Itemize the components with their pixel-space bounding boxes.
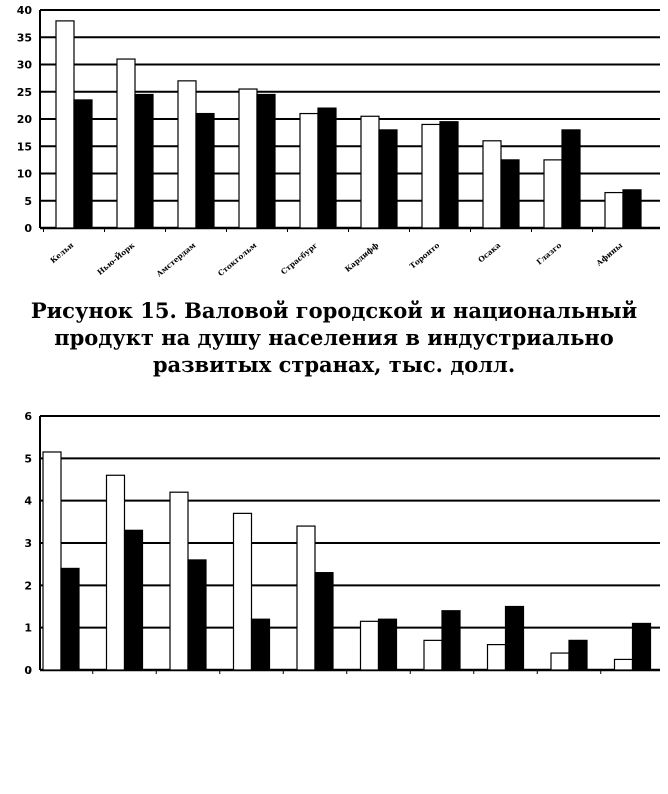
- bar-white: [605, 193, 623, 228]
- caption-line-3: развитых странах, тыс. долл.: [152, 352, 516, 377]
- y-tick-label: 0: [24, 222, 32, 235]
- x-category-label: Осака: [476, 240, 503, 265]
- bar-white: [170, 492, 188, 670]
- bar-white: [107, 475, 125, 670]
- x-category-label: Амстердам: [154, 240, 198, 279]
- x-category-label: Торонто: [407, 240, 442, 271]
- bar-black: [257, 94, 275, 228]
- bar-black: [379, 619, 397, 670]
- y-tick-label: 6: [24, 410, 32, 423]
- bar-white: [361, 116, 379, 228]
- x-category-label: Страсбург: [279, 240, 320, 277]
- bar-white: [424, 640, 442, 670]
- y-tick-label: 20: [16, 113, 32, 126]
- bar-white: [422, 124, 440, 228]
- bar-black: [623, 190, 641, 228]
- bar-black: [125, 530, 143, 670]
- chart-top: [17, 4, 660, 279]
- y-tick-label: 25: [16, 85, 32, 99]
- bar-white: [297, 526, 315, 670]
- bar-white: [483, 141, 501, 228]
- bar-white: [43, 452, 61, 670]
- y-tick-label: 35: [16, 31, 32, 45]
- bar-black: [501, 160, 519, 228]
- x-category-label: Нью-Йорк: [95, 240, 137, 277]
- bar-white: [117, 59, 135, 228]
- bar-white: [234, 513, 252, 670]
- y-tick-label: 40: [16, 4, 32, 17]
- y-tick-label: 3: [24, 537, 32, 550]
- y-tick-label: 10: [16, 167, 32, 181]
- bar-white: [544, 160, 562, 228]
- bar-black: [569, 640, 587, 670]
- bar-white: [551, 653, 569, 670]
- bar-white: [488, 645, 506, 670]
- bar-white: [239, 89, 257, 228]
- bar-black: [379, 130, 397, 228]
- y-tick-label: 5: [24, 452, 32, 466]
- bar-black: [318, 108, 336, 228]
- y-tick-label: 5: [24, 194, 32, 208]
- x-category-label: Глазго: [534, 240, 564, 267]
- y-tick-label: 1: [24, 621, 32, 635]
- y-tick-label: 0: [24, 664, 32, 677]
- x-category-label: Кельн: [48, 240, 76, 266]
- bar-white: [56, 21, 74, 228]
- bar-black: [562, 130, 580, 228]
- bar-black: [252, 619, 270, 670]
- x-category-label: Стокгольм: [216, 240, 259, 279]
- caption-line-1: Рисунок 15. Валовой городской и национальный: [30, 298, 638, 323]
- bar-black: [135, 94, 153, 228]
- bar-white: [361, 621, 379, 670]
- bar-black: [315, 573, 333, 670]
- bar-white: [300, 114, 318, 228]
- bar-black: [633, 623, 651, 670]
- bar-white: [178, 81, 196, 228]
- bar-black: [74, 100, 92, 228]
- y-tick-label: 4: [24, 494, 32, 508]
- bar-black: [506, 607, 524, 671]
- bar-black: [442, 611, 460, 670]
- bar-white: [615, 659, 633, 670]
- bar-black: [440, 122, 458, 228]
- caption-line-2: продукт на душу населения в индустриально: [54, 325, 614, 350]
- y-tick-label: 2: [24, 579, 32, 593]
- bar-black: [196, 114, 214, 228]
- y-tick-label: 15: [16, 140, 32, 154]
- x-category-label: Кардифф: [343, 240, 381, 274]
- bar-black: [61, 568, 79, 670]
- y-tick-label: 30: [16, 58, 32, 72]
- bar-black: [188, 560, 206, 670]
- chart-bottom: [24, 410, 660, 677]
- x-category-label: Афины: [594, 240, 625, 268]
